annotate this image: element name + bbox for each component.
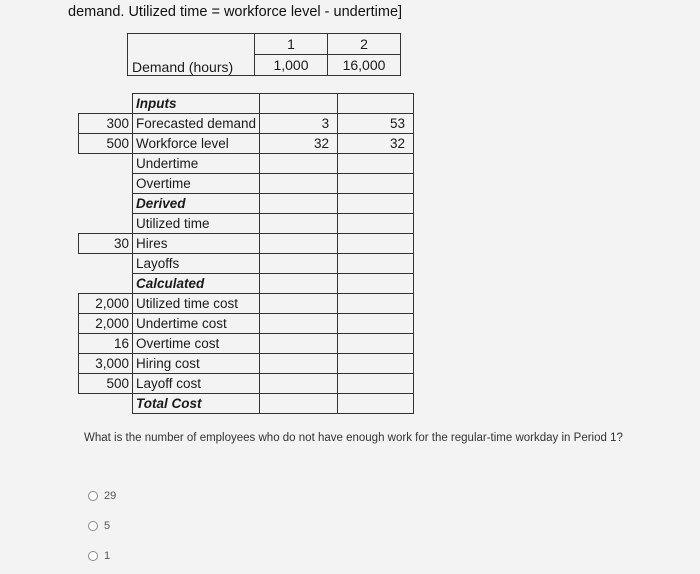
table-row [79,274,414,294]
period-1-cell[interactable]: 32 [260,134,338,154]
row-label: Utilized time [133,214,260,234]
row-label: Undertime [133,154,260,174]
table-row [79,334,414,354]
input-value-cell: 2,000 [79,294,133,314]
table-row [79,294,414,314]
row-label: Utilized time cost [133,294,260,314]
demand-header-blank [128,34,255,55]
period-2-cell[interactable]: 53 [338,114,414,134]
input-value-cell: 500 [79,374,133,394]
period-2-cell[interactable] [338,234,414,254]
option-label: 5 [104,520,111,532]
section-header: Derived [133,194,260,214]
period-2-cell[interactable] [338,334,414,354]
table-row [79,94,414,114]
period-2-cell[interactable] [338,254,414,274]
period-2-cell[interactable] [338,94,414,114]
input-value-cell [79,194,133,214]
period-2-cell[interactable]: 32 [338,134,414,154]
period-1-cell[interactable] [260,94,338,114]
demand-period-1: 1,000 [255,55,328,76]
period-1-cell[interactable] [260,394,338,414]
period-1-cell[interactable] [260,154,338,174]
row-label: Overtime cost [133,334,260,354]
radio-icon[interactable] [88,491,98,501]
row-label: Overtime [133,174,260,194]
input-value-cell [79,174,133,194]
period-2-cell[interactable] [338,354,414,374]
table-row [79,254,414,274]
table-row [79,114,414,134]
planning-table [78,93,414,414]
input-value-cell [79,394,133,414]
row-label: Workforce level [133,134,260,154]
period-2-cell[interactable] [338,214,414,234]
table-row [79,354,414,374]
input-value-cell: 300 [79,114,133,134]
table-row [79,154,414,174]
period-1-cell[interactable]: 3 [260,114,338,134]
input-value-cell: 30 [79,234,133,254]
row-label: Hires [133,234,260,254]
input-value-cell [79,254,133,274]
period-1-cell[interactable] [260,234,338,254]
input-value-cell [79,214,133,234]
period-1-cell[interactable] [260,194,338,214]
input-value-cell: 16 [79,334,133,354]
period-2-header: 2 [328,34,401,55]
question-text: What is the number of employees who do not have enough work for the regular-time workday in Period 1? [84,432,623,444]
period-1-header: 1 [255,34,328,55]
input-value-cell: 2,000 [79,314,133,334]
table-row [79,214,414,234]
radio-icon[interactable] [88,521,98,531]
demand-table [127,33,401,76]
period-1-cell[interactable] [260,294,338,314]
period-2-cell[interactable] [338,274,414,294]
input-value-cell: 500 [79,134,133,154]
table-row [79,234,414,254]
option-1[interactable] [88,550,110,562]
table-row [79,174,414,194]
input-value-cell [79,94,133,114]
period-1-cell[interactable] [260,374,338,394]
period-2-cell[interactable] [338,394,414,414]
row-label: Layoffs [133,254,260,274]
instruction-text: demand. Utilized time = workforce level - undertime] [68,4,403,20]
period-2-cell[interactable] [338,294,414,314]
demand-label: Demand (hours) [128,55,255,76]
period-1-cell[interactable] [260,174,338,194]
row-label: Forecasted demand [133,114,260,134]
table-row [79,134,414,154]
table-row [79,394,414,414]
table-row [79,194,414,214]
option-label: 29 [104,490,117,502]
period-1-cell[interactable] [260,214,338,234]
period-1-cell[interactable] [260,274,338,294]
input-value-cell [79,154,133,174]
period-1-cell[interactable] [260,334,338,354]
section-header: Total Cost [133,394,260,414]
section-header: Calculated [133,274,260,294]
row-label: Layoff cost [133,374,260,394]
radio-icon[interactable] [88,551,98,561]
period-1-cell[interactable] [260,314,338,334]
option-5[interactable] [88,520,110,532]
table-row [79,374,414,394]
input-value-cell [79,274,133,294]
option-label: 1 [104,550,111,562]
period-1-cell[interactable] [260,354,338,374]
period-2-cell[interactable] [338,374,414,394]
period-1-cell[interactable] [260,254,338,274]
option-29[interactable] [88,490,116,502]
row-label: Hiring cost [133,354,260,374]
table-row [79,314,414,334]
period-2-cell[interactable] [338,174,414,194]
period-2-cell[interactable] [338,154,414,174]
period-2-cell[interactable] [338,194,414,214]
row-label: Undertime cost [133,314,260,334]
demand-period-2: 16,000 [328,55,401,76]
period-2-cell[interactable] [338,314,414,334]
section-header: Inputs [133,94,260,114]
input-value-cell: 3,000 [79,354,133,374]
